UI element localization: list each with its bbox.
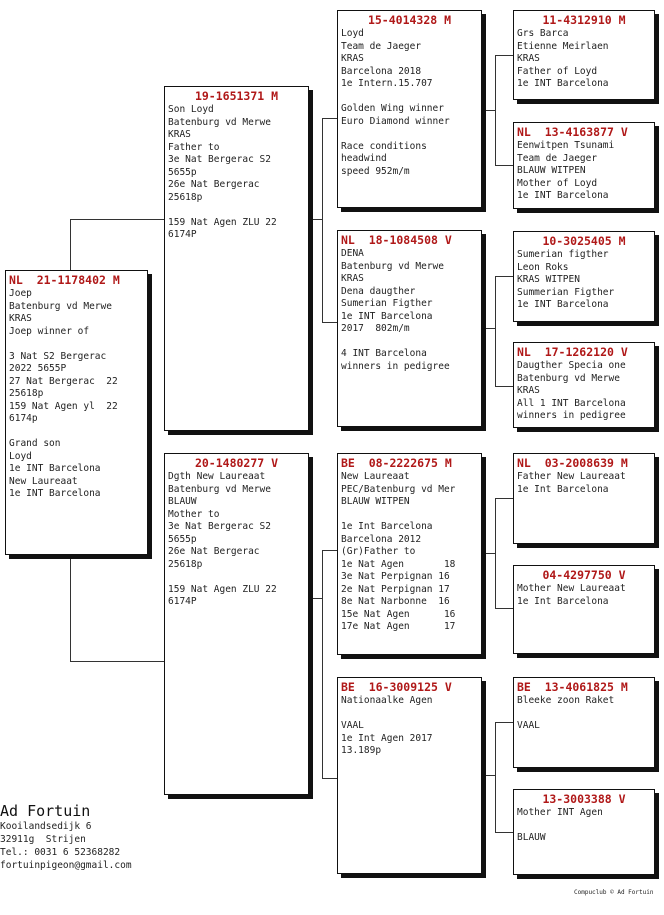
card-line: New Laureaat: [9, 475, 78, 487]
card-line: Mother of Loyd: [517, 177, 598, 189]
card-line: Barcelona 2018: [341, 65, 422, 77]
card-line: [9, 338, 144, 351]
connector-line: [482, 110, 496, 111]
card-line: 3e Nat Bergerac S2: [168, 154, 271, 165]
card-line: [168, 571, 305, 584]
connector-line: [495, 165, 513, 166]
connector-line: [322, 550, 323, 778]
connector-line: [322, 322, 337, 323]
connector-line: [322, 118, 337, 119]
connector-line: [322, 118, 323, 322]
card-line: 17e Nat Agen 17: [341, 621, 456, 632]
card-line: Batenburg vd Merwe: [517, 372, 620, 384]
ring-number: 04-4297750 V: [542, 568, 626, 582]
connector-line: [495, 55, 513, 56]
owner-email: fortuinpigeon@gmail.com: [0, 860, 132, 871]
connector-line: [495, 276, 496, 386]
card-line: Euro Diamond winner: [341, 115, 450, 127]
ring-number: BE 16-3009125 V: [341, 680, 452, 694]
card-line: Sumerian Figther: [341, 298, 433, 309]
card-line: Joep: [9, 288, 32, 299]
card-line: Batenburg vd Merwe: [168, 483, 271, 495]
card-line: 3e Nat Bergerac S2: [168, 521, 271, 532]
card-line: Nationaalke Agen: [341, 695, 433, 706]
card-line: Team de Jaeger: [517, 152, 598, 164]
card-line: Mother INT Agen: [517, 807, 603, 818]
card-line: [341, 336, 478, 349]
card-line: Sumerian figther: [517, 249, 609, 260]
connector-line: [70, 555, 71, 661]
connector-line: [482, 775, 496, 776]
pigeon-card-dam-sire: [337, 453, 482, 655]
card-line: Batenburg vd Merwe: [168, 116, 271, 128]
card-line: PEC/Batenburg vd Mer: [341, 483, 456, 495]
card-line: Loyd: [341, 28, 364, 39]
card-line: 1e INT Barcelona: [341, 310, 433, 322]
connector-line: [482, 553, 496, 554]
card-line: 1e INT Barcelona: [517, 190, 609, 201]
pigeon-card-sire-dam: [337, 230, 482, 427]
card-line: 1e INT Barcelona: [517, 78, 609, 89]
card-line: 26e Nat Bergerac: [168, 546, 260, 557]
card-line: 1e INT Barcelona: [517, 299, 609, 310]
card-line: Mother New Laureaat: [517, 583, 626, 594]
card-line: BLAUW WITPEN: [517, 165, 586, 176]
card-line: 2e Nat Perpignan 17: [341, 583, 450, 595]
card-line: 1e Intern.15.707: [341, 78, 433, 89]
owner-city: 32911g Strijen: [0, 834, 86, 845]
card-line: Summerian Figther: [517, 286, 615, 298]
card-line: 5655p: [168, 533, 197, 545]
card-line: 8e Nat Narbonne 16: [341, 596, 450, 607]
card-line: Joep winner of: [9, 325, 90, 337]
card-line: 26e Nat Bergerac: [168, 179, 260, 190]
card-line: 6174P: [168, 596, 197, 607]
ring-number: NL 17-1262120 V: [517, 345, 628, 359]
card-line: Eenwitpen Tsunami: [517, 140, 615, 151]
pigeon-card-dam-dam: [337, 677, 482, 874]
card-line: 25618p: [168, 558, 203, 570]
pigeon-card-sire-sire-dam: [513, 122, 655, 209]
card-line: Dena daugther: [341, 285, 416, 297]
card-line: 5655p: [168, 166, 197, 178]
connector-line: [309, 219, 323, 220]
card-line: 6174p: [9, 413, 38, 424]
card-line: [517, 820, 651, 833]
card-line: KRAS: [168, 129, 191, 140]
card-line: 1e INT Barcelona: [9, 463, 101, 474]
connector-line: [309, 598, 323, 599]
card-line: Etienne Meirlaen: [517, 40, 609, 52]
card-line: BLAUW: [517, 832, 546, 843]
card-line: DENA: [341, 248, 364, 259]
card-line: VAAL: [517, 720, 540, 731]
owner-block: [0, 802, 132, 872]
pigeon-card-sire-sire-sire: [513, 10, 655, 100]
card-line: Batenburg vd Merwe: [9, 300, 112, 312]
card-line: 2022 5655P: [9, 363, 67, 374]
card-line: 1e Int Agen 2017: [341, 732, 433, 744]
ring-number: 15-4014328 M: [367, 13, 452, 27]
ring-number: BE 08-2222675 M: [341, 456, 452, 470]
card-line: Loyd: [9, 450, 32, 462]
connector-line: [322, 778, 337, 779]
card-line: Grs Barca: [517, 28, 569, 39]
card-line: Barcelona 2012: [341, 533, 422, 545]
ring-number: NL 21-1178402 M: [9, 273, 120, 287]
connector-line: [495, 498, 513, 499]
card-line: Bleeke zoon Raket: [517, 695, 615, 706]
card-line: 27 Nat Bergerac 22: [9, 375, 118, 387]
card-line: KRAS: [341, 273, 364, 284]
card-line: 1e INT Barcelona: [9, 488, 101, 499]
connector-line: [70, 661, 164, 662]
card-line: Father New Laureaat: [517, 471, 626, 482]
connector-line: [495, 832, 513, 833]
connector-line: [495, 55, 496, 165]
connector-line: [495, 386, 513, 387]
pigeon-card-dam-dam-sire: [513, 677, 655, 768]
connector-line: [495, 722, 496, 832]
card-line: [9, 426, 144, 439]
card-line: 3e Nat Perpignan 16: [341, 571, 450, 582]
ring-number: 11-4312910 M: [542, 13, 626, 27]
card-line: Father of Loyd: [517, 65, 598, 77]
card-line: BLAUW: [168, 496, 197, 507]
card-line: VAAL: [341, 720, 364, 731]
ring-number: NL 18-1084508 V: [341, 233, 452, 247]
credit-footer: Compuclub © Ad Fortuin: [574, 889, 654, 896]
card-line: KRAS: [517, 53, 540, 64]
card-line: winners in pedigree: [341, 360, 450, 372]
card-line: 1e Nat Agen 18: [341, 558, 456, 570]
card-line: 25618p: [9, 388, 44, 399]
owner-address: Kooilandsedijk 6: [0, 821, 92, 832]
card-line: 2017 802m/m: [341, 323, 410, 334]
card-line: Son Loyd: [168, 104, 214, 115]
connector-line: [495, 276, 513, 277]
pigeon-card-dam-sire-dam: [513, 565, 655, 654]
card-line: 1e Int Barcelona: [517, 595, 609, 607]
card-line: [341, 509, 478, 522]
card-line: 15e Nat Agen 16: [341, 608, 456, 620]
ring-number: 20-1480277 V: [194, 456, 279, 470]
card-line: 6174P: [168, 229, 197, 240]
connector-line: [70, 219, 71, 270]
card-line: [341, 128, 478, 141]
pigeon-card-sire-sire: [337, 10, 482, 208]
card-line: 159 Nat Agen ZLU 22: [168, 583, 277, 595]
card-line: All 1 INT Barcelona: [517, 397, 626, 409]
card-line: KRAS: [9, 313, 32, 324]
connector-line: [495, 608, 513, 609]
card-line: headwind: [341, 153, 387, 164]
card-line: winners in pedigree: [517, 410, 626, 421]
connector-line: [482, 328, 496, 329]
card-line: Dgth New Laureaat: [168, 471, 266, 482]
card-line: Leon Roks: [517, 261, 569, 273]
card-line: Father to: [168, 141, 220, 153]
card-line: 13.189p: [341, 745, 382, 756]
pigeon-card-dam-sire-sire: [513, 453, 655, 544]
pigeon-card-dam: [164, 453, 309, 795]
card-line: Batenburg vd Merwe: [341, 260, 444, 272]
card-line: Daugther Specia one: [517, 360, 626, 371]
pigeon-card-sire-dam-sire: [513, 231, 655, 322]
card-line: (Gr)Father to: [341, 546, 416, 557]
card-line: 3 Nat S2 Bergerac: [9, 350, 107, 362]
card-line: KRAS: [341, 53, 364, 64]
pigeon-card-sire: [164, 86, 309, 431]
card-line: Mother to: [168, 508, 220, 520]
card-line: 4 INT Barcelona: [341, 348, 427, 359]
pigeon-card-dam-dam-dam: [513, 789, 655, 875]
owner-name: Ad Fortuin: [0, 802, 91, 820]
card-line: [517, 708, 651, 721]
card-line: [168, 204, 305, 217]
card-line: 159 Nat Agen yl 22: [9, 400, 118, 412]
ring-number: 10-3025405 M: [542, 234, 626, 248]
ring-number: NL 03-2008639 M: [517, 456, 628, 470]
card-line: 1e Int Barcelona: [517, 483, 609, 495]
card-line: BLAUW WITPEN: [341, 496, 410, 507]
connector-line: [322, 550, 337, 551]
card-line: KRAS WITPEN: [517, 274, 580, 285]
card-line: Race conditions: [341, 140, 427, 152]
connector-line: [70, 219, 164, 220]
card-line: New Laureaat: [341, 471, 410, 482]
card-line: [341, 91, 478, 104]
card-line: KRAS: [517, 385, 540, 396]
card-line: 1e Int Barcelona: [341, 521, 433, 532]
card-line: Team de Jaeger: [341, 40, 422, 52]
pigeon-card-sire-dam-dam: [513, 342, 655, 428]
ring-number: 13-3003388 V: [542, 792, 626, 806]
connector-line: [495, 722, 513, 723]
card-line: speed 952m/m: [341, 165, 410, 177]
pigeon-card-subject: [5, 270, 148, 555]
ring-number: BE 13-4061825 M: [517, 680, 628, 694]
card-line: Grand son: [9, 438, 61, 449]
ring-number: 19-1651371 M: [194, 89, 279, 103]
card-line: 25618p: [168, 191, 203, 203]
ring-number: NL 13-4163877 V: [517, 125, 628, 139]
card-line: [341, 708, 478, 721]
card-line: 159 Nat Agen ZLU 22: [168, 216, 277, 228]
card-line: Golden Wing winner: [341, 103, 444, 114]
owner-phone: Tel.: 0031 6 52368282: [0, 847, 121, 858]
connector-line: [495, 498, 496, 608]
